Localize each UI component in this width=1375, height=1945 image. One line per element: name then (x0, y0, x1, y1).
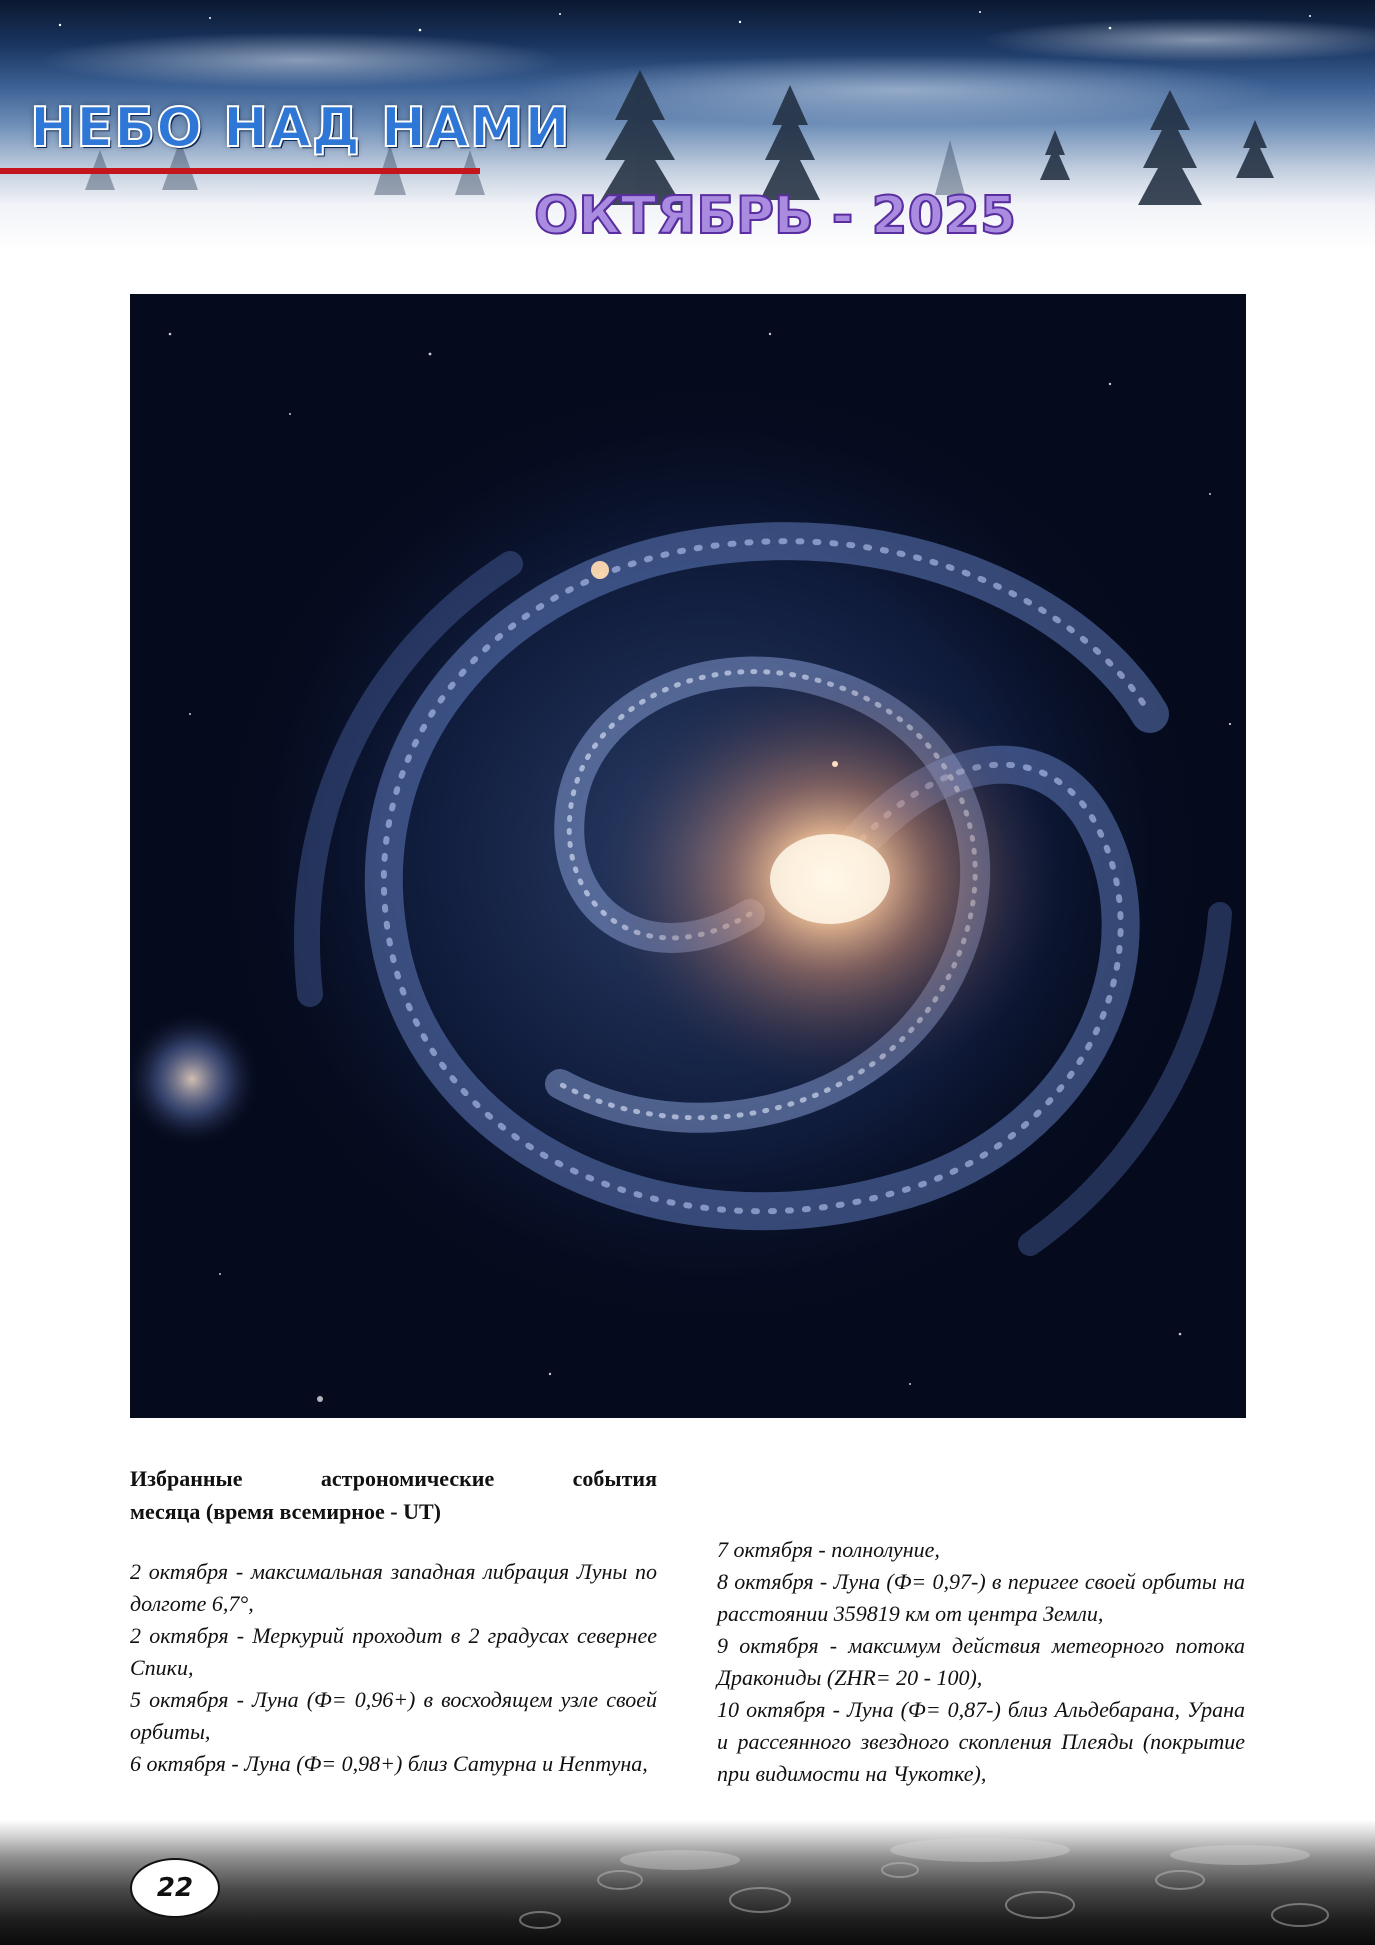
event-item: 2 октября - Меркурий проходит в 2 градусах севернее Спики, (130, 1623, 657, 1680)
galaxy-illustration (130, 294, 1246, 1418)
heading-word: Избранные (130, 1466, 243, 1491)
section-title: НЕБО НАД НАМИ (30, 96, 571, 159)
heading-word: события (572, 1466, 657, 1491)
event-item: 2 октября - максимальная западная либрация Луны по долготе 6,7°, (130, 1559, 657, 1616)
header-banner (0, 0, 1375, 250)
event-item: 8 октября - Луна (Ф= 0,97-) в перигее своей орбиты на расстоянии 359819 км от центра Земли, (717, 1569, 1245, 1626)
spiral-galaxy-photo (130, 294, 1246, 1418)
month-title: ОКТЯБРЬ - 2025 (534, 186, 1017, 246)
page-number-badge: 22 (130, 1858, 220, 1918)
heading-word: астрономические (320, 1466, 495, 1491)
article-column-left (130, 1462, 657, 1780)
events-heading (130, 1462, 657, 1528)
heading-line: месяца (время всемирное - UT) (130, 1499, 441, 1524)
event-item: 10 октября - Луна (Ф= 0,87-) близ Альдебарана, Урана и рассеянного звездного скопления Плеяды (покрытие при видимости на Чукотке), (717, 1697, 1245, 1786)
event-item: 7 октября - полнолуние, (717, 1537, 940, 1562)
event-item: 9 октября - максимум действия метеорного потока Дракониды (ZHR= 20 - 100), (717, 1633, 1245, 1690)
event-item: 5 октября - Луна (Ф= 0,96+) в восходящем узле своей орбиты, (130, 1687, 657, 1744)
title-underline-rule (0, 168, 480, 174)
article-column-right (717, 1534, 1245, 1790)
event-item: 6 октября - Луна (Ф= 0,98+) близ Сатурна и Нептуна, (130, 1751, 648, 1776)
